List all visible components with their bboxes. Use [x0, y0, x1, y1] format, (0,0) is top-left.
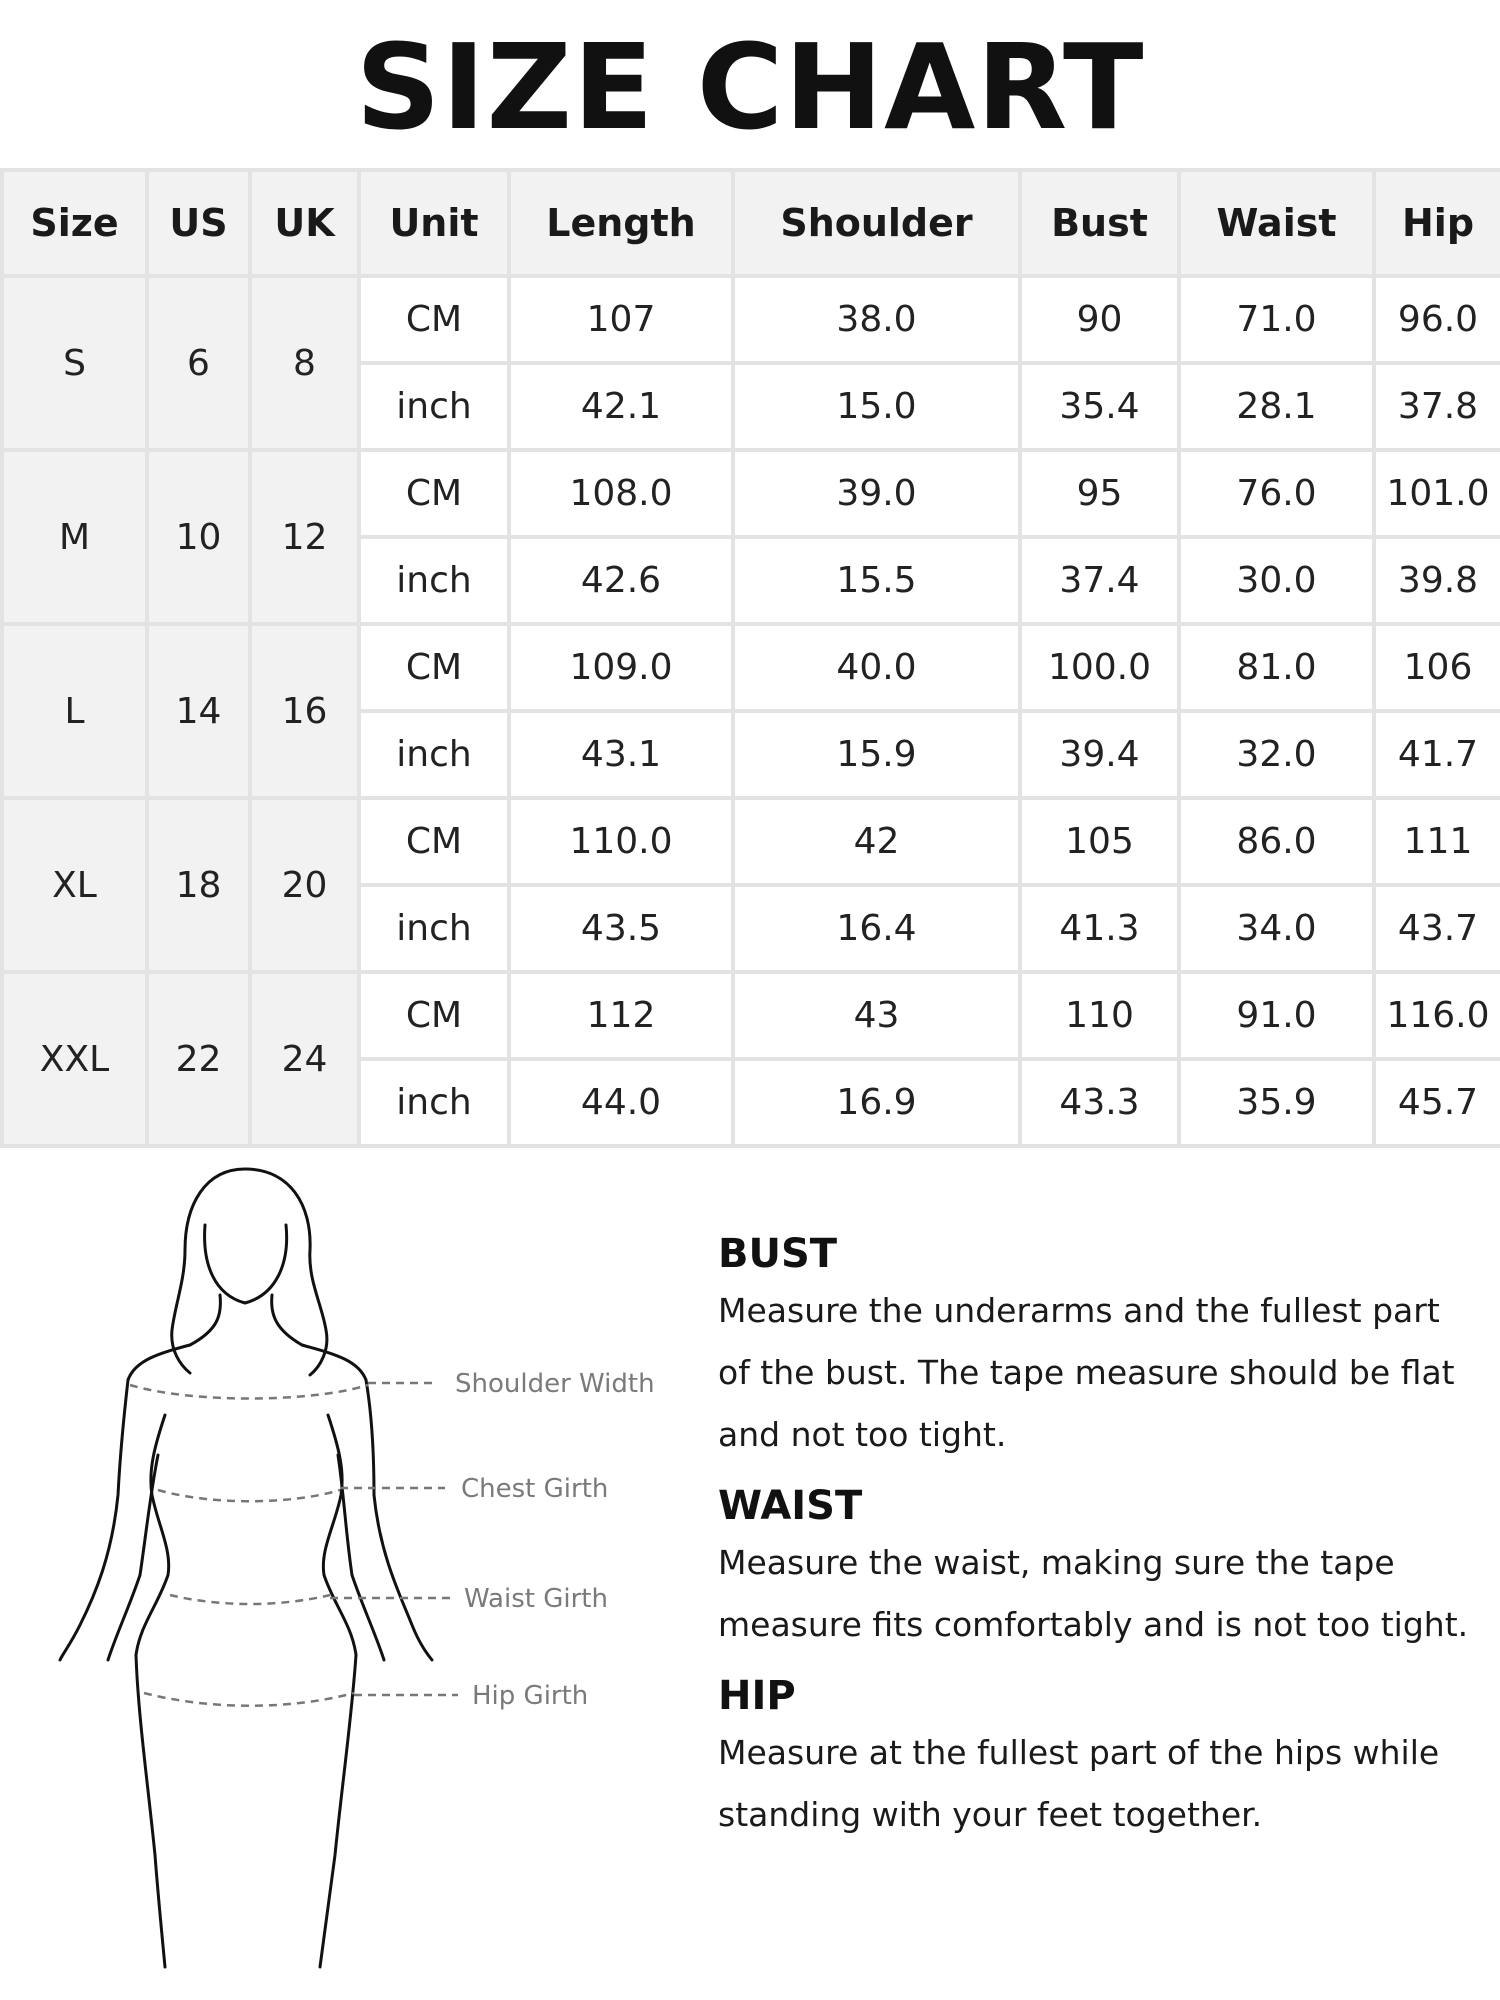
- cell-us: 18: [147, 798, 250, 972]
- cell-length: 42.1: [509, 363, 733, 450]
- cell-unit: CM: [359, 450, 509, 537]
- hip-girth-label: Hip Girth: [472, 1681, 589, 1711]
- bust-instructions: Measure the underarms and the fullest part of the bust. The tape measure should be flat and not too tight.: [718, 1291, 1455, 1454]
- cell-length: 44.0: [509, 1059, 733, 1146]
- column-header-us: US: [147, 170, 250, 276]
- cell-shoulder: 15.5: [733, 537, 1020, 624]
- cell-bust: 37.4: [1020, 537, 1179, 624]
- cell-size: XL: [2, 798, 147, 972]
- cell-us: 6: [147, 276, 250, 450]
- cell-unit: inch: [359, 363, 509, 450]
- cell-length: 42.6: [509, 537, 733, 624]
- table-row: [2, 624, 1500, 711]
- cell-bust: 41.3: [1020, 885, 1179, 972]
- column-header-length: Length: [509, 170, 733, 276]
- waist-section: [718, 1480, 1478, 1656]
- cell-shoulder: 43: [733, 972, 1020, 1059]
- cell-waist: 28.1: [1179, 363, 1374, 450]
- column-header-size: Size: [2, 170, 147, 276]
- cell-bust: 110: [1020, 972, 1179, 1059]
- bust-heading: BUST: [718, 1231, 838, 1277]
- cell-hip: 43.7: [1374, 885, 1500, 972]
- cell-size: L: [2, 624, 147, 798]
- hair-outline: [172, 1169, 245, 1373]
- cell-length: 109.0: [509, 624, 733, 711]
- chest-girth-label: Chest Girth: [461, 1474, 609, 1504]
- dress-outline-right: [320, 1655, 356, 1967]
- cell-waist: 86.0: [1179, 798, 1374, 885]
- cell-shoulder: 15.9: [733, 711, 1020, 798]
- measurement-guide: [718, 1228, 1478, 1860]
- cell-unit: CM: [359, 624, 509, 711]
- hip-section: [718, 1670, 1478, 1846]
- bust-section: [718, 1228, 1478, 1466]
- arm-inner-right: [338, 1455, 384, 1660]
- table-row: [2, 798, 1500, 885]
- arm-outline-left: [60, 1380, 128, 1660]
- column-header-bust: Bust: [1020, 170, 1179, 276]
- cell-hip: 37.8: [1374, 363, 1500, 450]
- cell-size: S: [2, 276, 147, 450]
- cell-waist: 35.9: [1179, 1059, 1374, 1146]
- cell-us: 14: [147, 624, 250, 798]
- cell-bust: 105: [1020, 798, 1179, 885]
- cell-us: 10: [147, 450, 250, 624]
- waist-girth-label: Waist Girth: [464, 1584, 608, 1614]
- cell-shoulder: 16.9: [733, 1059, 1020, 1146]
- waist-heading: WAIST: [718, 1483, 863, 1529]
- table-header-row: [2, 170, 1500, 276]
- cell-waist: 76.0: [1179, 450, 1374, 537]
- cell-waist: 71.0: [1179, 276, 1374, 363]
- neck-outline-right: [272, 1295, 302, 1345]
- column-header-uk: UK: [250, 170, 359, 276]
- cell-unit: CM: [359, 276, 509, 363]
- size-table: [0, 168, 1500, 1148]
- cell-length: 112: [509, 972, 733, 1059]
- table-body: [2, 276, 1500, 1146]
- cell-hip: 111: [1374, 798, 1500, 885]
- cell-shoulder: 40.0: [733, 624, 1020, 711]
- column-header-waist: Waist: [1179, 170, 1374, 276]
- column-header-hip: Hip: [1374, 170, 1500, 276]
- cell-hip: 39.8: [1374, 537, 1500, 624]
- cell-hip: 41.7: [1374, 711, 1500, 798]
- chest-measure-line: [158, 1490, 340, 1501]
- cell-size: XXL: [2, 972, 147, 1146]
- cell-unit: CM: [359, 798, 509, 885]
- cell-bust: 95: [1020, 450, 1179, 537]
- cell-unit: inch: [359, 1059, 509, 1146]
- body-measurement-figure: [40, 1155, 700, 1975]
- arm-outline-right: [366, 1380, 432, 1660]
- cell-length: 110.0: [509, 798, 733, 885]
- cell-shoulder: 39.0: [733, 450, 1020, 537]
- cell-waist: 34.0: [1179, 885, 1374, 972]
- table-row: [2, 276, 1500, 363]
- cell-length: 107: [509, 276, 733, 363]
- cell-waist: 91.0: [1179, 972, 1374, 1059]
- cell-unit: CM: [359, 972, 509, 1059]
- neck-outline: [190, 1295, 220, 1345]
- body-silhouette-illustration: [40, 1155, 700, 1975]
- cell-bust: 100.0: [1020, 624, 1179, 711]
- cell-bust: 90: [1020, 276, 1179, 363]
- dress-outline-left: [136, 1655, 165, 1967]
- hair-outline-right: [245, 1169, 327, 1375]
- cell-unit: inch: [359, 537, 509, 624]
- cell-length: 108.0: [509, 450, 733, 537]
- cell-bust: 39.4: [1020, 711, 1179, 798]
- cell-shoulder: 16.4: [733, 885, 1020, 972]
- cell-hip: 45.7: [1374, 1059, 1500, 1146]
- hip-measure-line: [144, 1693, 354, 1706]
- cell-hip: 106: [1374, 624, 1500, 711]
- face-outline: [205, 1225, 287, 1303]
- cell-shoulder: 15.0: [733, 363, 1020, 450]
- hip-instructions: Measure at the fullest part of the hips while standing with your feet together.: [718, 1733, 1440, 1834]
- column-header-unit: Unit: [359, 170, 509, 276]
- waist-instructions: Measure the waist, making sure the tape measure fits comfortably and is not too tight.: [718, 1543, 1469, 1644]
- cell-shoulder: 38.0: [733, 276, 1020, 363]
- cell-unit: inch: [359, 711, 509, 798]
- shoulder-width-label: Shoulder Width: [455, 1369, 655, 1399]
- cell-waist: 81.0: [1179, 624, 1374, 711]
- cell-bust: 35.4: [1020, 363, 1179, 450]
- cell-uk: 8: [250, 276, 359, 450]
- cell-length: 43.5: [509, 885, 733, 972]
- cell-shoulder: 42: [733, 798, 1020, 885]
- table-row: [2, 450, 1500, 537]
- cell-hip: 116.0: [1374, 972, 1500, 1059]
- torso-outline-left: [136, 1415, 169, 1655]
- cell-size: M: [2, 450, 147, 624]
- torso-outline-right: [323, 1415, 356, 1655]
- cell-us: 22: [147, 972, 250, 1146]
- column-header-shoulder: Shoulder: [733, 170, 1020, 276]
- cell-uk: 20: [250, 798, 359, 972]
- cell-uk: 24: [250, 972, 359, 1146]
- cell-length: 43.1: [509, 711, 733, 798]
- cell-hip: 96.0: [1374, 276, 1500, 363]
- cell-unit: inch: [359, 885, 509, 972]
- cell-waist: 32.0: [1179, 711, 1374, 798]
- page-title: SIZE CHART: [355, 18, 1145, 156]
- cell-hip: 101.0: [1374, 450, 1500, 537]
- hip-heading: HIP: [718, 1673, 796, 1719]
- shoulder-measure-line: [130, 1385, 368, 1399]
- table-row: [2, 972, 1500, 1059]
- cell-uk: 16: [250, 624, 359, 798]
- cell-uk: 12: [250, 450, 359, 624]
- cell-bust: 43.3: [1020, 1059, 1179, 1146]
- cell-waist: 30.0: [1179, 537, 1374, 624]
- waist-measure-line: [170, 1595, 330, 1604]
